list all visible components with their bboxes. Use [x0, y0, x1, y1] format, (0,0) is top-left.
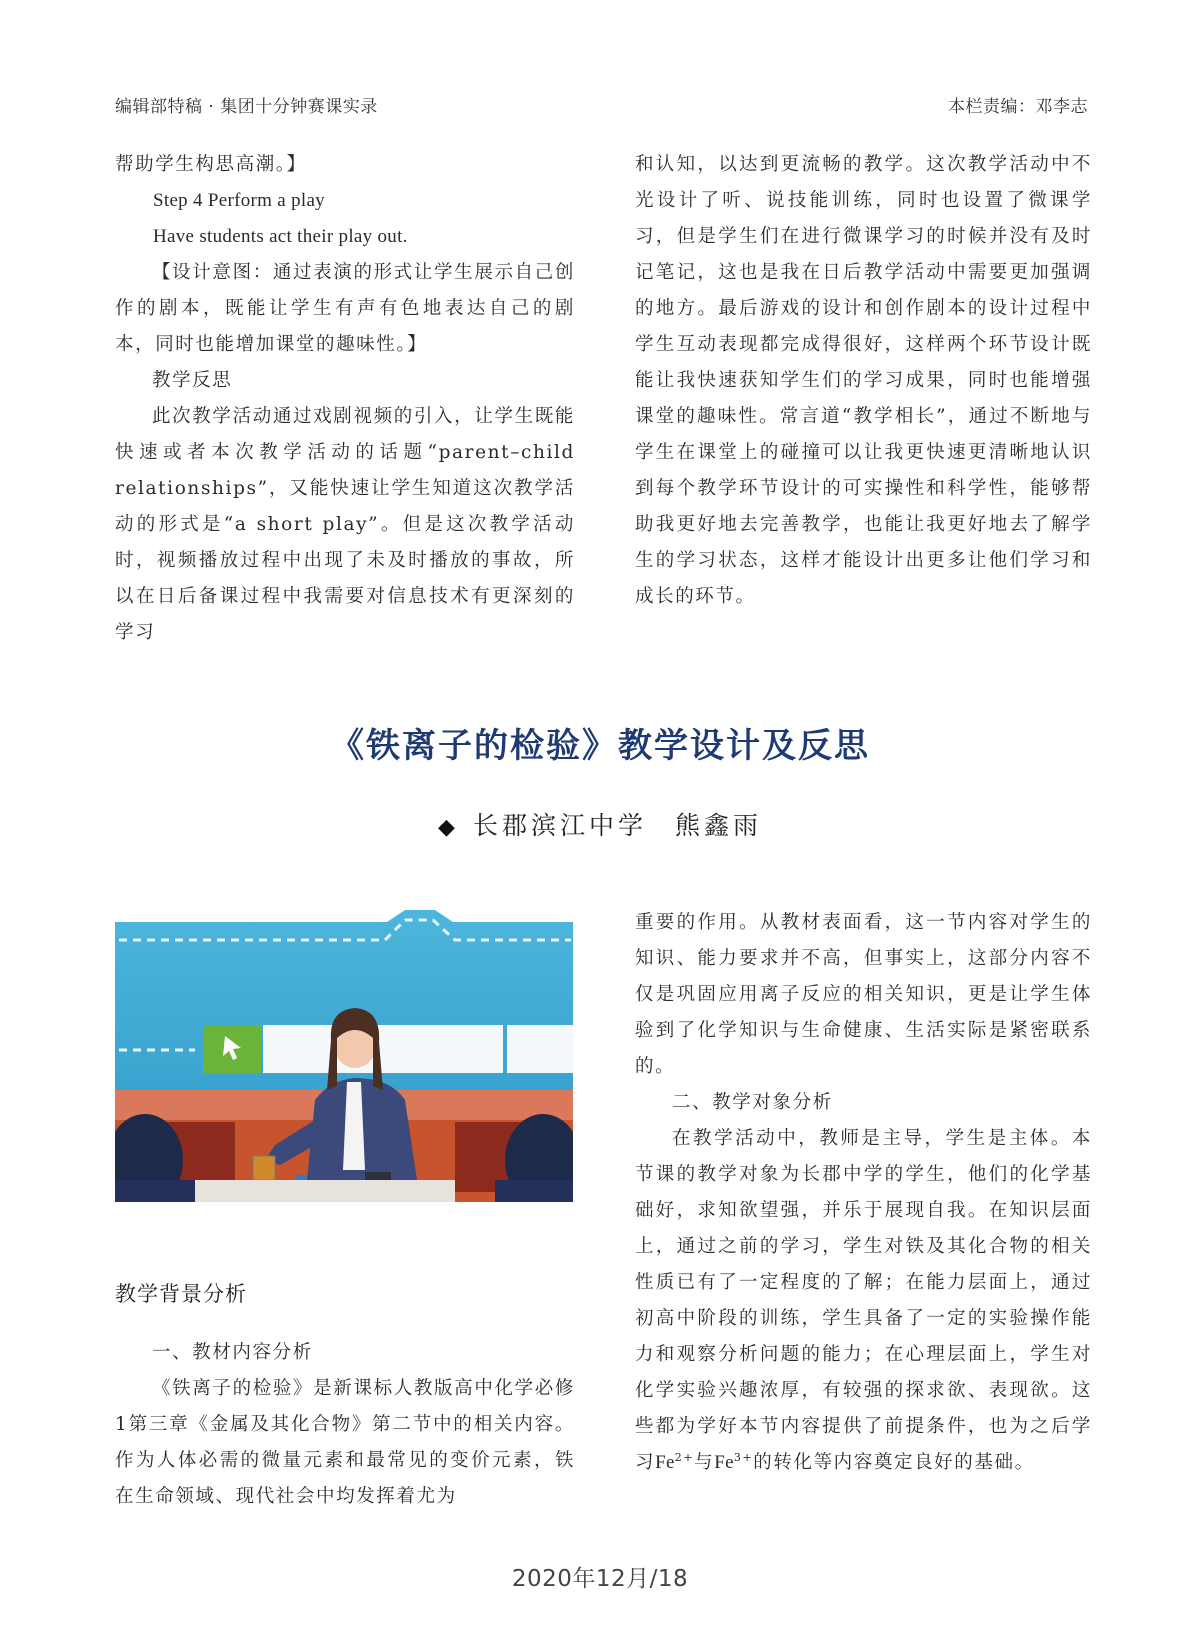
article-left-column: [115, 1335, 575, 1515]
diamond-bullet-icon: ◆: [438, 815, 459, 840]
paragraph: 重要的作用。从教材表面看，这一节内容对学生的知识、能力要求并不高，但事实上，这部分内容不仅是巩固应用离子反应的相关知识，更是让学生体验到了化学知识与生命健康、生活实际是紧密联系的。: [635, 912, 1092, 1077]
teacher-demonstration-photo: [115, 910, 573, 1202]
page-folio: 2020年12月/18: [511, 1566, 689, 1592]
paragraph: 《铁离子的检验》是新课标人教版高中化学必修1第三章《金属及其化合物》第二节中的相关内容。作为人体必需的微量元素和最常见的变价元素，铁在生命领域、现代社会中均发挥着尤为: [115, 1378, 575, 1507]
paragraph-english: Have students act their play out.: [153, 226, 408, 247]
subheading-reflection: 教学反思: [152, 370, 233, 391]
paragraph: 此次教学活动通过戏剧视频的引入，让学生既能快速或者本次教学活动的话题“parent–child relationships”，又能快速让学生知道这次教学活动的形式是“a short play”。但是这次教学活动时，视频播放过程中出现了未及时播放的事故，所以在日后备课过程中我需要对信息技术有更深刻的学习: [115, 406, 575, 643]
author-name: 熊鑫雨: [674, 811, 762, 840]
article-title: 《铁离子的检验》教学设计及反思: [330, 726, 870, 766]
paragraph-english: Step 4 Perform a play: [153, 190, 325, 211]
design-intent-paragraph: 【设计意图：通过表演的形式让学生展示自己创作的剧本，既能让学生有声有色地表达自己的剧本，同时也能增加课堂的趣味性。】: [115, 262, 575, 355]
subheading-textbook-analysis: 一、教材内容分析: [152, 1342, 313, 1363]
running-head-left: 编辑部特稿 · 集团十分钟赛课实录: [115, 97, 378, 117]
section-heading: 教学背景分析: [115, 1282, 247, 1306]
paragraph: 和认知，以达到更流畅的教学。这次教学活动中不光设计了听、说技能训练，同时也设置了微课学习，但是学生们在进行微课学习的时候并没有及时记笔记，这也是我在日后教学活动中需要更加强调的地方。最后游戏的设计和创作剧本的设计过程中学生互动表现都完成得很好，这样两个环节设计既能让我快速获知学生们的学习成果，同时也能增强课堂的趣味性。常言道“教学相长”，通过不断地与学生在课堂上的碰撞可以让我更快速更清晰地认识到每个教学环节设计的可实操性和科学性，能够帮助我更好地去完善教学，也能让我更好地去了解学生的学习状态，这样才能设计出更多让他们学习和成长的环节。: [635, 154, 1092, 607]
article-photo: [115, 910, 573, 1202]
paragraph: 帮助学生构思高潮。】: [115, 154, 307, 175]
school-name: 长郡滨江中学: [472, 811, 647, 840]
paragraph: 在教学活动中，教师是主导，学生是主体。本节课的教学对象为长郡中学的学生，他们的化学基础好，求知欲望强，并乐于展现自我。在知识层面上，通过之前的学习，学生对铁及其化合物的相关性质已有了一定程度的了解；在能力层面上，通过初高中阶段的训练，学生具备了一定的实验操作能力和观察分析问题的能力；在心理层面上，学生对化学实验兴趣浓厚，有较强的探求欲、表现欲。这些都为学好本节内容提供了前提条件，也为之后学习$Fe^{2+}$与$Fe^{3+}$的转化等内容奠定良好的基础。: [635, 1128, 1092, 1473]
article-right-column: [635, 905, 1092, 1481]
subheading-student-analysis: 二、教学对象分析: [672, 1092, 833, 1113]
byline: [0, 806, 1200, 842]
prev-article-left-column: [115, 147, 575, 651]
prev-article-right-column: [635, 147, 1092, 615]
running-head-right: 本栏责编：邓李志: [948, 97, 1088, 117]
